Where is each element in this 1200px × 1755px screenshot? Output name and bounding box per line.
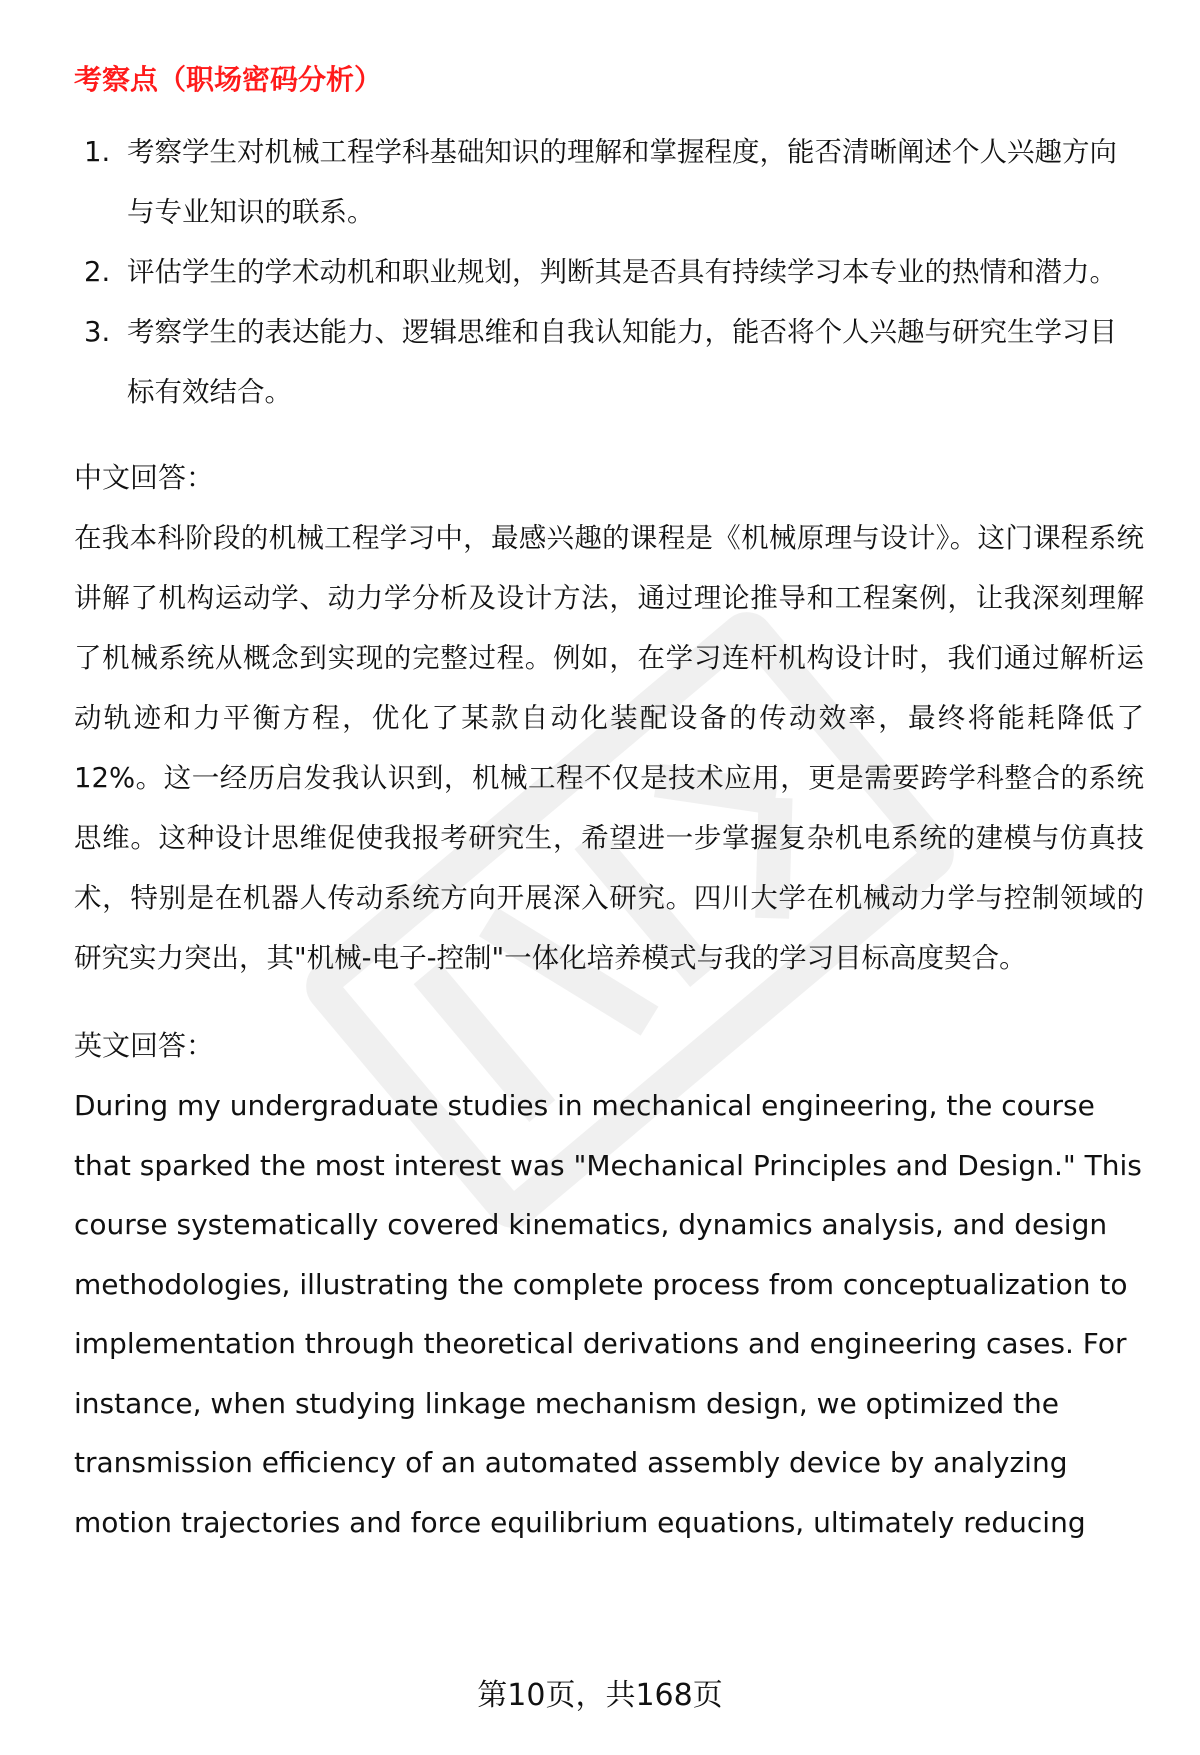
list-item-text: 考察学生的表达能力、逻辑思维和自我认知能力，能否将个人兴趣与研究生学习目标有效结合。 [127, 316, 1117, 408]
chinese-answer-heading: 中文回答： [74, 461, 215, 494]
english-answer-body: During my undergraduate studies in mechanical engineering, the course that sparked the most interest was "Mechanical Principles and Design." This course systematically covered kinematics, dynamics analysis, and design methodologies, illustrating the complete process from conceptualization to implementation through theoretical derivations and engineering cases. For instance, when studying linkage mechanism design, we optimized the transmission efficiency of an automated assembly device by analyzing motion trajectories and force equilibrium equations, ultimately reducing [74, 1089, 1142, 1539]
list-item [74, 122, 1144, 242]
assessment-points-list [74, 122, 1144, 422]
list-item-number: 1. [84, 136, 111, 168]
list-item-number: 2. [84, 256, 111, 288]
list-item [74, 302, 1144, 422]
list-item [74, 242, 1144, 302]
list-item-text: 考察学生对机械工程学科基础知识的理解和掌握程度，能否清晰阐述个人兴趣方向与专业知识的联系。 [127, 136, 1117, 228]
document-content [74, 52, 1144, 1552]
english-answer-heading: 英文回答： [74, 1029, 215, 1062]
chinese-answer-body: 在我本科阶段的机械工程学习中，最感兴趣的课程是《机械原理与设计》。这门课程系统讲解了机构运动学、动力学分析及设计方法，通过理论推导和工程案例，让我深刻理解了机械系统从概念到实现的完整过程。例如，在学习连杆机构设计时，我们通过解析运动轨迹和力平衡方程，优化了某款自动化装配设备的传动效率，最终将能耗降低了12%。这一经历启发我认识到，机械工程不仅是技术应用，更是需要跨学科整合的系统思维。这种设计思维促使我报考研究生，希望进一步掌握复杂机电系统的建模与仿真技术，特别是在机器人传动系统方向开展深入研究。四川大学在机械动力学与控制领域的研究实力突出，其"机械-电子-控制"一体化培养模式与我的学习目标高度契合。 [74, 522, 1144, 974]
list-item-text: 评估学生的学术动机和职业规划，判断其是否具有持续学习本专业的热情和潜力。 [127, 256, 1117, 288]
list-item-number: 3. [84, 316, 111, 348]
section-title: 考察点（职场密码分析） [74, 63, 383, 96]
page-number-footer: 第10页，共168页 [0, 1674, 1200, 1718]
